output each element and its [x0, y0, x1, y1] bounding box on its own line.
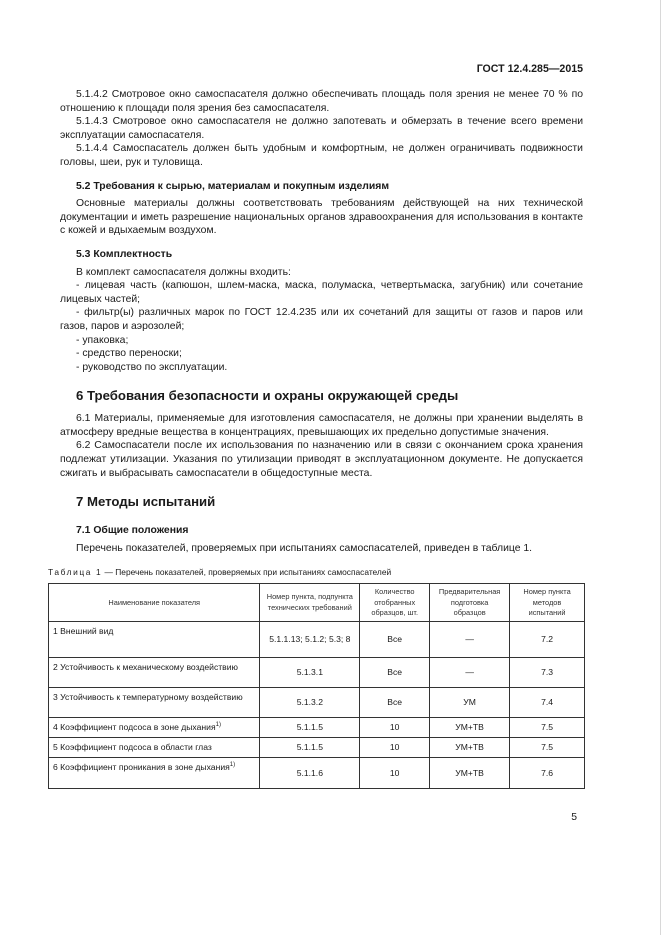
cell: 5.1.1.5 — [260, 738, 360, 758]
table-wrapper — [48, 583, 583, 789]
table-header-row — [49, 584, 585, 622]
table-row — [49, 658, 585, 688]
table-row — [49, 622, 585, 658]
cell: 10 — [360, 758, 430, 789]
cell: — — [430, 658, 510, 688]
cell: 7.6 — [510, 758, 585, 789]
section-heading: 7.1 Общие положения — [76, 525, 189, 537]
list-item: - лицевая часть (капюшон, шлем-маска, маска, полумаска, четвертьмаска, загубник) или сочетание лицевых частей; — [60, 280, 583, 305]
column-header: Количество отобранных образцов, шт. — [360, 584, 430, 622]
column-header: Номер пункта методов испытаний — [510, 584, 585, 622]
cell: 7.3 — [510, 658, 585, 688]
cell — [49, 758, 260, 789]
table-row — [49, 758, 585, 789]
list-item: - упаковка; — [76, 334, 129, 346]
cell — [49, 718, 260, 738]
cell: — — [430, 622, 510, 658]
cell: Все — [360, 688, 430, 718]
cell: 3 Устойчивость к температурному воздействию — [49, 688, 260, 718]
cell: Все — [360, 658, 430, 688]
paragraph: Основные материалы должны соответствовать требованиям действующей на них технической документации и иметь разрешение национальных органов здравоохранения для использования в контакте с кожей и вдыхаемым воздухом. — [60, 198, 583, 237]
list-item: - фильтр(ы) различных марок по ГОСТ 12.4.235 или их сочетаний для защиты от газов и паров или газов, паров и аэрозолей; — [60, 307, 583, 332]
cell: 5.1.1.5 — [260, 718, 360, 738]
cell: 5.1.3.2 — [260, 688, 360, 718]
section-7-1-body — [60, 542, 583, 556]
chapter-heading: 6 Требования безопасности и охраны окружающей среды — [76, 388, 459, 404]
cell: УМ+ТВ — [430, 738, 510, 758]
table-caption-text: — Перечень показателей, проверяемых при испытаниях самоспасателей — [102, 567, 392, 578]
section-5-1-4 — [60, 88, 583, 170]
list-item: - средство переноски; — [76, 348, 182, 360]
page-number: 5 — [571, 812, 577, 824]
paragraph: Перечень показателей, проверяемых при испытаниях самоспасателей, приведен в таблице 1. — [76, 542, 533, 554]
document-header: ГОСТ 12.4.285—2015 — [476, 63, 583, 75]
cell: УМ — [430, 688, 510, 718]
table-caption — [48, 567, 583, 578]
cell: 7.5 — [510, 718, 585, 738]
cell: 5.1.1.6 — [260, 758, 360, 789]
cell-text: 4 Коэффициент подсоса в зоне дыхания — [53, 722, 216, 733]
table-caption-label: Таблица 1 — [48, 567, 103, 578]
cell: 5.1.3.1 — [260, 658, 360, 688]
section-heading: 5.2 Требования к сырью, материалам и покупным изделиям — [76, 180, 390, 192]
table-row — [49, 688, 585, 718]
cell: 5.1.1.13; 5.1.2; 5.3; 8 — [260, 622, 360, 658]
paragraph: 5.1.4.4 Самоспасатель должен быть удобным и комфортным, не должен ограничивать подвижности головы, шеи, рук и туловища. — [60, 143, 583, 168]
cell: 1 Внешний вид — [49, 622, 260, 658]
list-item: - руководство по эксплуатации. — [76, 361, 228, 373]
paragraph: В комплект самоспасателя должны входить: — [76, 266, 291, 278]
cell: 7.4 — [510, 688, 585, 718]
cell: 5 Коэффициент подсоса в области глаз — [49, 738, 260, 758]
cell: 10 — [360, 738, 430, 758]
section-6-body — [60, 412, 583, 480]
cell-text: 6 Коэффициент проникания в зоне дыхания — [53, 762, 230, 773]
paragraph: 5.1.4.2 Смотровое окно самоспасателя должно обеспечивать площадь поля зрения не менее 70 % по отношению к площади поля зрения без самоспасателя. — [60, 89, 583, 114]
column-header: Предварительная подготовка образцов — [430, 584, 510, 622]
paragraph: 6.2 Самоспасатели после их использования по назначению или в связи с окончанием срока хранения подлежат утилизации. Указания по утилизации приводят в эксплуатационном документе. Не допускается сжигать и выбрасывать самоспасатели в общедоступные места. — [60, 440, 583, 479]
paragraph: 6.1 Материалы, применяемые для изготовления самоспасателя, не должны при хранении выделять в атмосферу вредные вещества в концентрациях, превышающих их предельно допустимые значения. — [60, 413, 583, 438]
column-header: Номер пункта, подпункта технических требований — [260, 584, 360, 622]
cell: 2 Устойчивость к механическому воздействию — [49, 658, 260, 688]
chapter-heading: 7 Методы испытаний — [76, 494, 216, 510]
section-5-3-body — [60, 266, 583, 375]
cell: УМ+ТВ — [430, 718, 510, 738]
footnote-mark: 1) — [215, 722, 221, 729]
cell: 7.5 — [510, 738, 585, 758]
cell: 10 — [360, 718, 430, 738]
cell: УМ+ТВ — [430, 758, 510, 789]
paragraph: 5.1.4.3 Смотровое окно самоспасателя не должно запотевать и обмерзать в течение всего времени эксплуатации самоспасателя. — [60, 116, 583, 141]
cell: Все — [360, 622, 430, 658]
cell: 7.2 — [510, 622, 585, 658]
section-heading: 5.3 Комплектность — [76, 248, 173, 260]
table-row — [49, 718, 585, 738]
indicators-table — [48, 583, 585, 789]
table-row — [49, 738, 585, 758]
footnote-mark: 1) — [229, 762, 236, 769]
column-header: Наименование показателя — [49, 584, 260, 622]
section-5-2-body — [60, 197, 583, 238]
